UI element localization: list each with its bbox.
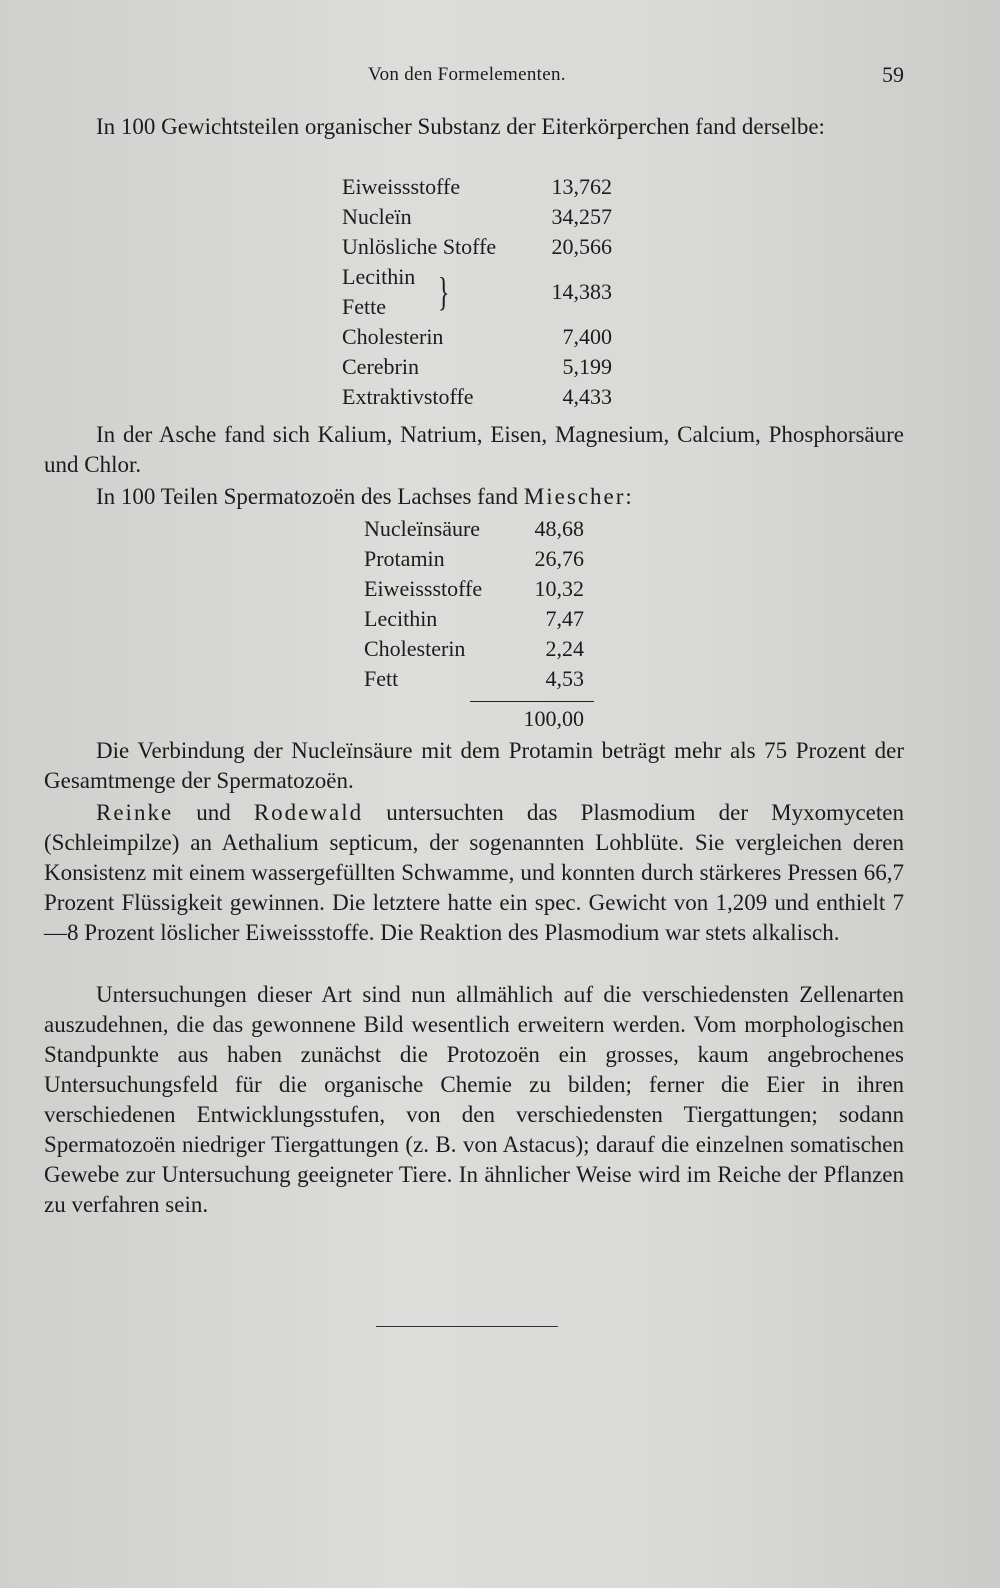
table-row [364,664,604,694]
untersuchungen-paragraph [44,980,904,1220]
row-value: 48,68 [534,516,584,541]
table-row [364,544,604,574]
row-value: 13,762 [551,174,612,199]
sperm-composition-table [364,514,604,731]
table-row [364,574,604,604]
row-value: 10,32 [534,576,584,601]
table-row [364,634,604,664]
row-label: Eiweissstoffe [342,174,461,199]
table-row [342,232,622,262]
table-total: 100,00 [523,706,584,731]
section-end-rule [376,1326,558,1327]
row-value: 2,24 [545,636,584,661]
row-value: 34,257 [551,204,612,229]
table-row [342,202,622,232]
row-label: Unlösliche Stoffe [342,234,497,259]
reinke-text [44,798,904,948]
table-row [364,514,604,544]
author-rodewald: Rodewald [253,800,364,825]
reinke-und: und [173,800,254,825]
row-label: Protamin [364,546,445,571]
row-label: Cholesterin [364,636,466,661]
row-label: Fett [364,666,399,691]
running-header [0,60,1000,90]
pus-cell-composition-table [342,172,622,412]
row-value: 20,566 [551,234,612,259]
salmon-text [44,482,904,512]
salmon-paragraph [44,482,904,512]
row-value: 7,400 [562,324,612,349]
author-miescher: Miescher [523,484,626,509]
grouped-row [342,262,622,322]
row-value: 26,76 [534,546,584,571]
table-row [342,322,622,352]
verbindung-text: Die Verbindung der Nucleïnsäure mit dem Protamin beträgt mehr als 75 Prozent der Gesamtmenge der Spermatozoën. [44,738,904,793]
row-label: Extraktivstoffe [342,384,474,409]
salmon-text-after: : [625,484,632,509]
row-label: Nucleïnsäure [364,516,481,541]
row-value: 7,47 [545,606,584,631]
ash-text: In der Asche fand sich Kalium, Natrium, Eisen, Magnesium, Calcium, Phosphorsäure und Chlor. [44,422,904,477]
running-title: Von den Formelementen. [368,64,566,85]
row-label: Cholesterin [342,324,444,349]
reinke-paragraph [44,798,904,948]
curly-brace-icon: } [437,269,450,314]
row-value: 5,199 [562,354,612,379]
untersuchungen-text: Untersuchungen dieser Art sind nun allmählich auf die verschiedensten Zellenarten auszudehnen, die das gewonnene Bild wesentlich erweitern werden. Vom morphologischen Standpunkte aus haben zunächst die Protozoën ein grosses, kaum angebrochenes Untersuchungsfeld für die organische Chemie zu bilden; ferner die Eier in ihren verschiedenen Entwicklungsstufen, von den verschiedensten Tiergattungen; sodann Spermatozoën niedriger Tiergattungen (z. B. von Astacus); darauf die einzelnen somatischen Gewebe zur Untersuchung geeigneter Tiere. In ähnlicher Weise wird im Reiche der Pflanzen zu verfahren sein. [44,982,904,1217]
row-label: Cerebrin [342,354,419,379]
intro-text: In 100 Gewichtsteilen organischer Substanz der Eiterkörperchen fand derselbe: [96,114,825,139]
page-number: 59 [882,62,904,87]
ash-paragraph [44,420,904,480]
table-row [342,382,622,412]
grouped-label-lecithin: Lecithin [342,264,416,289]
row-label: Nucleïn [342,204,412,229]
table-row [342,352,622,382]
row-value: 4,53 [545,666,584,691]
salmon-text-before: In 100 Teilen Spermatozoën des Lachses fand [96,484,524,509]
intro-paragraph [44,112,904,142]
grouped-label-fette: Fette [342,294,386,319]
author-reinke: Reinke [96,800,174,825]
row-label: Lecithin [364,606,438,631]
row-label: Eiweissstoffe [364,576,483,601]
table-row [342,172,622,202]
verbindung-paragraph [44,736,904,796]
reinke-body: untersuchten das Plasmodium der Myxomyceten (Schleimpilze) an Aethalium septicum, der sogenannten Lohblüte. Sie vergleichen deren Konsistenz mit einem wassergefüllten Schwamme, und konnten durch stärkeres Pressen 66,7 Prozent Flüssigkeit gewinnen. Die letztere hatte ein spec. Gewicht von 1,209 und enthielt 7—8 Prozent löslicher Eiweissstoffe. Die Reaktion des Plasmodium war stets alkalisch. [44,800,904,945]
row-value: 4,433 [562,384,612,409]
table-row [364,604,604,634]
sum-rule [470,701,594,702]
grouped-value: 14,383 [551,279,612,304]
